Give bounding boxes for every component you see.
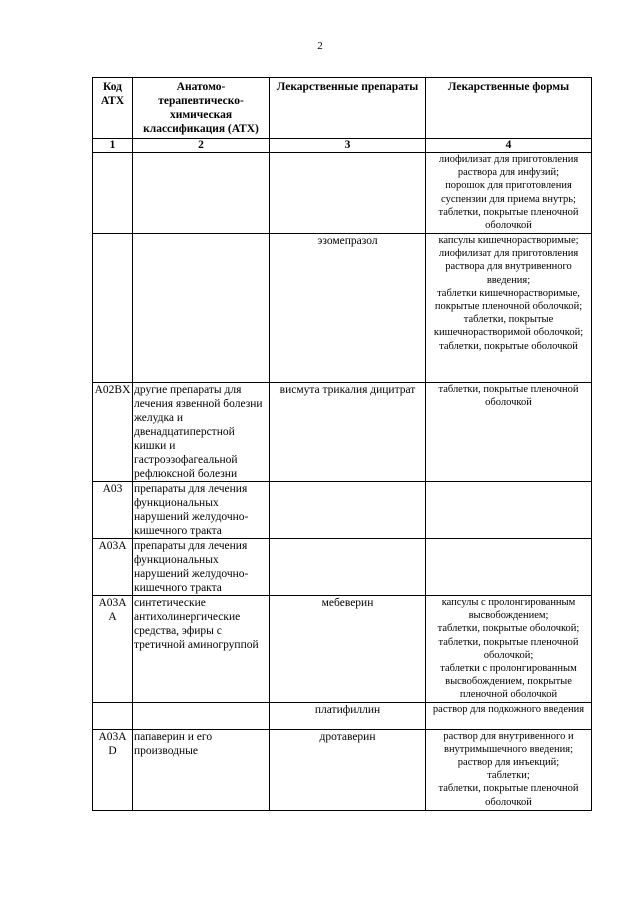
table-row xyxy=(93,702,592,729)
dosage-forms-text: капсулы с пролонгированным высвобождением; таблетки, покрытые оболочкой; таблетки, покрытые пленочной оболочкой; таблетки с пролонгированным высвобождением, покрытые пленочной оболочкой xyxy=(437,597,580,701)
drug-name: платифиллин xyxy=(270,702,426,729)
dosage-forms-text: раствор для подкожного введения xyxy=(432,703,585,715)
header-classification: Анатомо-терапевтическо-химическая классификация (АТХ) xyxy=(133,78,270,139)
atc-classification xyxy=(133,153,270,234)
drug-name: висмута трикалия дицитрат xyxy=(270,383,426,482)
table-row xyxy=(93,596,592,703)
atc-classification: синтетические антихолинергические средства, эфиры с третичной аминогруппой xyxy=(133,596,270,703)
column-number: 4 xyxy=(426,139,592,153)
atc-drug-table xyxy=(92,77,592,811)
atc-code-text: A03A D xyxy=(98,730,127,757)
dosage-forms-text: раствор для внутривенного и внутримышечного введения; раствор для инъекций; таблетки; таблетки, покрытые пленочной оболочкой xyxy=(438,730,579,808)
atc-classification xyxy=(133,702,270,729)
dosage-forms xyxy=(426,729,592,810)
atc-classification: другие препараты для лечения язвенной болезни желудка и двенадцатиперстной кишки и гастроэзофагеальной рефлюксной болезни xyxy=(133,383,270,482)
drug-name xyxy=(270,482,426,539)
column-number: 3 xyxy=(270,139,426,153)
atc-classification: препараты для лечения функциональных нарушений желудочно-кишечного тракта xyxy=(133,482,270,539)
atc-classification xyxy=(133,234,270,383)
atc-code xyxy=(93,702,133,729)
dosage-forms-text: таблетки, покрытые пленочной оболочкой xyxy=(438,384,579,409)
atc-code-text: A03A A xyxy=(98,597,127,623)
drug-name xyxy=(270,539,426,596)
atc-code: A02BX xyxy=(93,383,133,482)
header-code: Код АТХ xyxy=(93,78,133,139)
table-row xyxy=(93,539,592,596)
atc-code xyxy=(93,729,133,810)
atc-classification: папаверин и его производные xyxy=(133,729,270,810)
atc-code xyxy=(93,234,133,383)
table-row xyxy=(93,234,592,383)
dosage-forms-text: лиофилизат для приготовления раствора для инфузий; порошок для приготовления суспензии для приема внутрь; таблетки, покрытые пленочной оболочкой xyxy=(438,154,579,232)
atc-code: A03 xyxy=(93,482,133,539)
dosage-forms xyxy=(426,539,592,596)
atc-code xyxy=(93,153,133,234)
column-number: 2 xyxy=(133,139,270,153)
atc-classification: препараты для лечения функциональных нарушений желудочно-кишечного тракта xyxy=(133,539,270,596)
table-header-row xyxy=(93,78,592,139)
dosage-forms xyxy=(426,153,592,234)
table-row xyxy=(93,153,592,234)
dosage-forms xyxy=(426,383,592,482)
drug-name: дротаверин xyxy=(270,729,426,810)
table-row xyxy=(93,383,592,482)
table-row xyxy=(93,482,592,539)
dosage-forms xyxy=(426,234,592,383)
atc-code: A03A xyxy=(93,539,133,596)
table-row xyxy=(93,729,592,810)
page-number: 2 xyxy=(317,40,323,52)
atc-code xyxy=(93,596,133,703)
dosage-forms xyxy=(426,702,592,729)
dosage-forms-text: капсулы кишечнорастворимые; лиофилизат для приготовления раствора для внутривенного введения; таблетки кишечнорастворимые, покрытые пленочной оболочкой; таблетки, покрытые кишечнорастворимой оболочкой; таблетки, покрытые оболочкой xyxy=(433,235,584,352)
column-number: 1 xyxy=(93,139,133,153)
dosage-forms xyxy=(426,596,592,703)
dosage-forms xyxy=(426,482,592,539)
header-drugs: Лекарственные препараты xyxy=(270,78,426,139)
header-forms: Лекарственные формы xyxy=(426,78,592,139)
column-number-row xyxy=(93,139,592,153)
drug-name xyxy=(270,153,426,234)
drug-name: мебеверин xyxy=(270,596,426,703)
drug-name: эзомепразол xyxy=(270,234,426,383)
